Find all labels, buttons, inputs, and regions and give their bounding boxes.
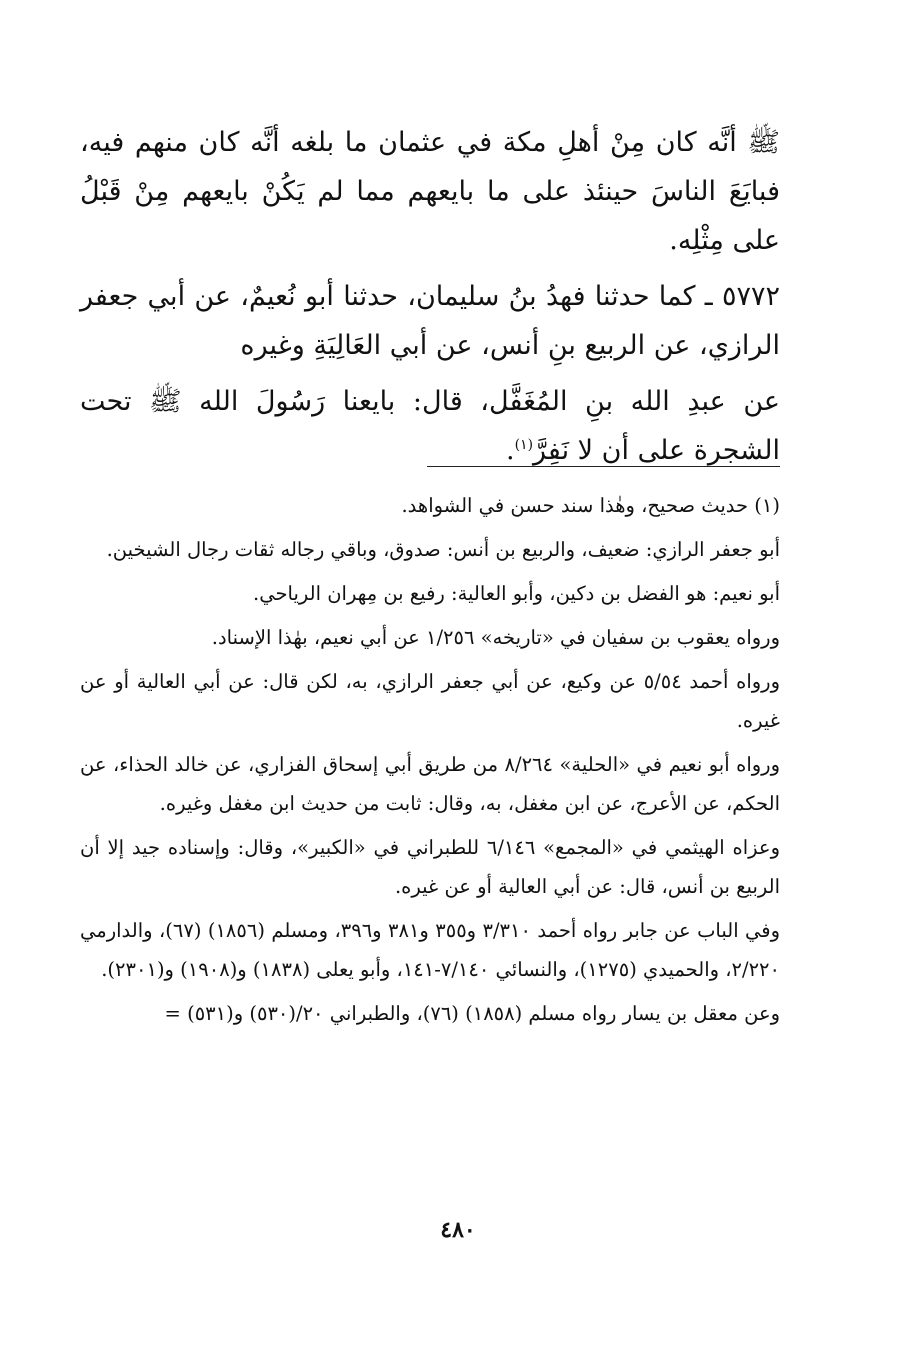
footnote-reference: (١) — [514, 437, 534, 453]
footnote-line: وعزاه الهيثمي في «المجمع» ٦/١٤٦ للطبراني في «الكبير»، وقال: وإسناده جيد إلا أن الربيع بن أنس، قال: عن أبي العالية أو عن غيره. — [80, 836, 780, 898]
footnote-line: أبو نعيم: هو الفضل بن دكين، وأبو العالية: رفيع بن مِهران الرياحي. — [253, 582, 780, 605]
page-number: ٤٨٠ — [440, 1217, 476, 1243]
text-paragraph-1: ﷺ أنَّه كان مِنْ أهلِ مكة في عثمان ما بلغه أنَّه كان منهم فيه، فبايَعَ الناسَ حينئذ على ما بايعهم مما لم يَكُنْ بايعهم مِنْ قَبْلُ على مِثْلِه. — [80, 127, 780, 256]
footnote-line: ورواه يعقوب بن سفيان في «تاريخه» ١/٢٥٦ عن أبي نعيم، بهٰذا الإسناد. — [211, 626, 780, 649]
text-paragraph-3 — [80, 377, 780, 475]
footnotes — [80, 486, 780, 1038]
footnote-line: ورواه أبو نعيم في «الحلية» ٨/٢٦٤ من طريق أبي إسحاق الفزاري، عن خالد الحذاء، عن الحكم، عن الأعرج، عن ابن مغفل، به، وقال: ثابت من حديث ابن مغفل وغيره. — [80, 753, 780, 815]
footnote-line: وعن معقل بن يسار رواه مسلم (١٨٥٨) (٧٦)، والطبراني ٢٠/(٥٣٠) و(٥٣١) = — [164, 1002, 780, 1025]
main-text — [80, 118, 780, 482]
paragraph-3-text: عن عبدِ الله بنِ المُغَفَّل، قال: بايعنا رَسُولَ الله ﷺ تحت الشجرة على أن لا نَفِرَّ — [80, 386, 780, 466]
footnote-line: ورواه أحمد ٥/٥٤ عن وكيع، عن أبي جعفر الرازي، به، لكن قال: عن أبي العالية أو عن غيره. — [80, 670, 781, 732]
text-paragraph-2: ٥٧٧٢ ـ كما حدثنا فهدُ بنُ سليمان، حدثنا أبو نُعيمٌ، عن أبي جعفر الرازي، عن الربيع بنِ أنس، عن أبي العَالِيَةِ وغيره — [80, 281, 780, 361]
paragraph-3-end-punct: . — [505, 435, 515, 466]
footnote-line: (١) حديث صحيح، وهٰذا سند حسن في الشواهد. — [401, 494, 780, 517]
footnote-line: أبو جعفر الرازي: ضعيف، والربيع بن أنس: صدوق، وباقي رجاله ثقات رجال الشيخين. — [106, 538, 780, 561]
footnote-divider — [427, 466, 780, 467]
footnote-line: وفي الباب عن جابر رواه أحمد ٣/٣١٠ و٣٥٥ و٣٨١ و٣٩٦، ومسلم (١٨٥٦) (٦٧)، والدارمي ٢/٢٢٠، والحميدي (١٢٧٥)، والنسائي ٧/١٤٠-١٤١، وأبو يعلى (١٨٣٨) و(١٩٠٨) و(٢٣٠١). — [80, 919, 781, 981]
